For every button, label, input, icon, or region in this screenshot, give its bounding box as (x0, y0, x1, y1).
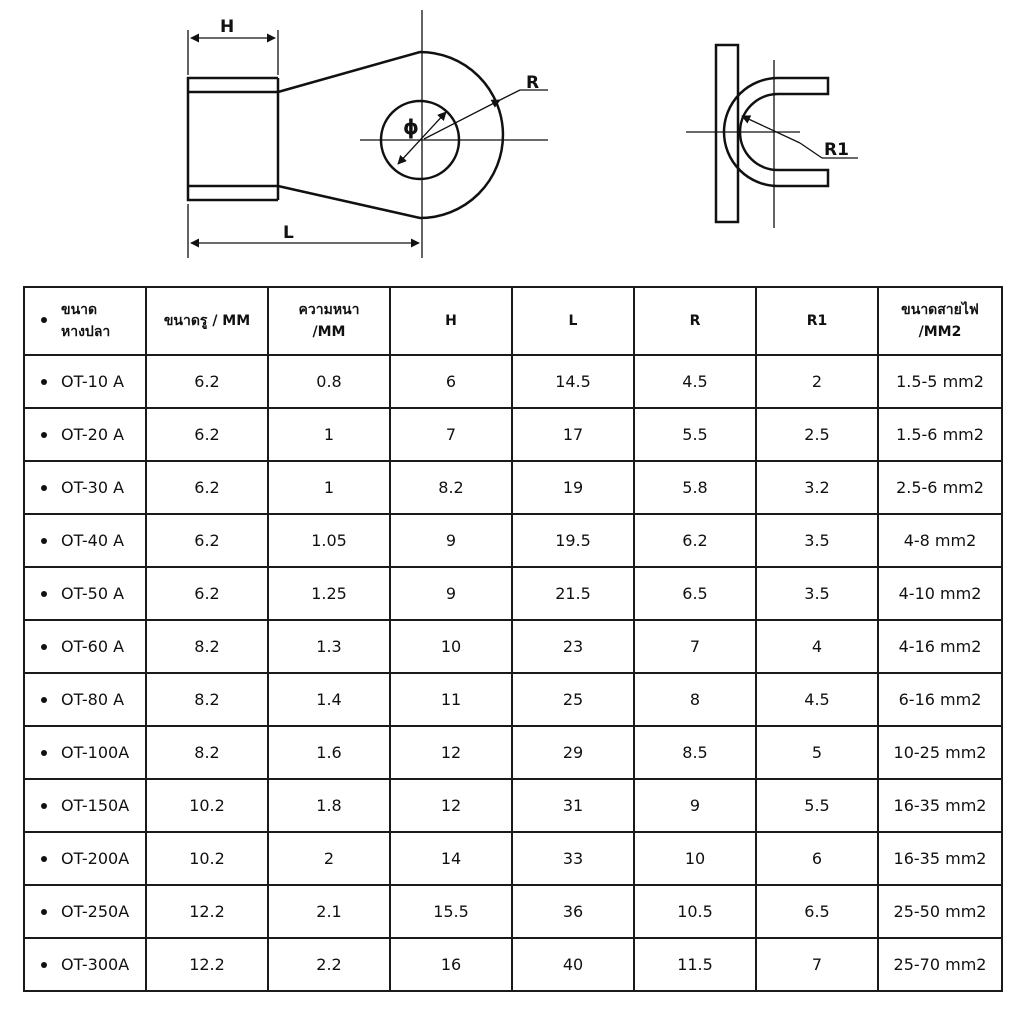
cell-r1 (756, 832, 878, 885)
cell-text: 12 (440, 743, 462, 762)
cell-h (390, 408, 512, 461)
cell-text: 19.5 (555, 531, 591, 550)
cell-text: 4-10 mm2 (898, 584, 982, 603)
cell-thickness (268, 620, 390, 673)
cell-thickness (268, 779, 390, 832)
label-phi: ϕ (403, 115, 419, 139)
cell-text: OT-10 A (61, 372, 125, 391)
cell-r (634, 408, 756, 461)
cell-l (512, 620, 634, 673)
cell-text: 1.6 (316, 743, 342, 762)
cell-r1 (756, 779, 878, 832)
cell-model (24, 567, 146, 620)
cell-h (390, 461, 512, 514)
cell-hole (146, 567, 268, 620)
cell-thickness (268, 832, 390, 885)
cell-text: 33 (562, 849, 584, 868)
terminal-side-view (716, 45, 828, 222)
cell-h (390, 514, 512, 567)
table-row (24, 832, 1002, 885)
cell-text: 1.05 (311, 531, 347, 550)
cell-text: 10 (440, 637, 462, 656)
cell-thickness (268, 673, 390, 726)
cell-text: 10.2 (189, 849, 225, 868)
cell-text: 5.5 (804, 796, 830, 815)
cell-text: 36 (562, 902, 584, 921)
cell-text: 1.4 (316, 690, 342, 709)
cell-text: 2.1 (316, 902, 342, 921)
cell-r (634, 514, 756, 567)
cell-hole (146, 938, 268, 991)
cell-text: 1.5-5 mm2 (896, 372, 984, 391)
header-row (24, 287, 1002, 355)
cell-wire (878, 673, 1002, 726)
cell-text: 5 (811, 743, 823, 762)
header-cell-size (24, 287, 146, 355)
cell-text: 21.5 (555, 584, 591, 603)
cell-wire (878, 885, 1002, 938)
cell-r1 (756, 938, 878, 991)
cell-h (390, 620, 512, 673)
cell-thickness (268, 461, 390, 514)
cell-text: 6 (445, 372, 457, 391)
cell-text: 31 (562, 796, 584, 815)
cell-l (512, 938, 634, 991)
cell-r1 (756, 408, 878, 461)
cell-text: 1.25 (311, 584, 347, 603)
cell-h (390, 567, 512, 620)
cell-text: 9 (689, 796, 701, 815)
table-row (24, 620, 1002, 673)
cell-text: 10 (684, 849, 706, 868)
header-cell-thickness: ความหนา /MM (268, 287, 390, 355)
cell-text: 12.2 (189, 955, 225, 974)
bullet-icon (41, 485, 47, 491)
table-body (24, 355, 1002, 991)
cell-hole (146, 885, 268, 938)
bullet-icon (41, 750, 47, 756)
cell-wire (878, 938, 1002, 991)
cell-text: 3.5 (804, 584, 830, 603)
cell-text: 6.2 (682, 531, 708, 550)
cell-model (24, 885, 146, 938)
cell-model (24, 779, 146, 832)
header-text: ขนาด หางปลา (61, 302, 111, 340)
cell-text: 4-16 mm2 (898, 637, 982, 656)
cell-text: 10.2 (189, 796, 225, 815)
cell-thickness (268, 726, 390, 779)
header-cell-l: L (512, 287, 634, 355)
cell-model (24, 408, 146, 461)
table-row (24, 567, 1002, 620)
cell-text: 5.5 (682, 425, 708, 444)
cell-text: 3.5 (804, 531, 830, 550)
label-h: H (220, 17, 235, 37)
bullet-icon (41, 803, 47, 809)
cell-text: 10.5 (677, 902, 713, 921)
cell-text: OT-50 A (61, 584, 125, 603)
cell-text: 8.5 (682, 743, 708, 762)
header-cell-wire: ขนาดสายไฟ /MM2 (878, 287, 1002, 355)
cell-l (512, 726, 634, 779)
cell-l (512, 832, 634, 885)
cell-l (512, 673, 634, 726)
cell-text: OT-40 A (61, 531, 125, 550)
header-cell-hole: ขนาดรู / MM (146, 287, 268, 355)
cell-text: 9 (445, 584, 457, 603)
table-row (24, 355, 1002, 408)
cell-h (390, 938, 512, 991)
cell-wire (878, 567, 1002, 620)
cell-text: 9 (445, 531, 457, 550)
table-row (24, 514, 1002, 567)
cell-text: 8 (689, 690, 701, 709)
cell-model (24, 938, 146, 991)
cell-h (390, 726, 512, 779)
cell-text: 25 (562, 690, 584, 709)
cell-hole (146, 673, 268, 726)
terminal-top-view (188, 52, 503, 218)
bullet-icon (41, 538, 47, 544)
ring-terminal-spec-table (23, 286, 1003, 992)
cell-text: 2 (811, 372, 823, 391)
header-cell-r1: R1 (756, 287, 878, 355)
cell-text: 4.5 (804, 690, 830, 709)
cell-text: 7 (811, 955, 823, 974)
cell-thickness (268, 885, 390, 938)
cell-text: 4 (811, 637, 823, 656)
cell-l (512, 514, 634, 567)
cell-text: 1.5-6 mm2 (896, 425, 984, 444)
bullet-icon (41, 962, 47, 968)
cell-model (24, 514, 146, 567)
cell-text: 14.5 (555, 372, 591, 391)
cell-text: 15.5 (433, 902, 469, 921)
cell-text: OT-60 A (61, 637, 125, 656)
cell-text: 11.5 (677, 955, 713, 974)
cell-text: 10-25 mm2 (893, 743, 987, 762)
cell-text: 8.2 (438, 478, 464, 497)
cell-text: OT-20 A (61, 425, 125, 444)
cell-hole (146, 620, 268, 673)
cell-r1 (756, 355, 878, 408)
cell-h (390, 832, 512, 885)
table-row (24, 673, 1002, 726)
cell-l (512, 408, 634, 461)
bullet-icon (41, 644, 47, 650)
cell-r1 (756, 461, 878, 514)
cell-wire (878, 779, 1002, 832)
bullet-icon (41, 591, 47, 597)
cell-text: 1 (323, 425, 335, 444)
cell-r (634, 779, 756, 832)
cell-text: 6.2 (194, 478, 220, 497)
cell-text: 1.8 (316, 796, 342, 815)
cell-thickness (268, 938, 390, 991)
cell-r1 (756, 673, 878, 726)
cell-text: 40 (562, 955, 584, 974)
header-cell-h: H (390, 287, 512, 355)
cell-model (24, 832, 146, 885)
center-lines (360, 10, 548, 258)
cell-text: 8.2 (194, 743, 220, 762)
cell-text: 8.2 (194, 690, 220, 709)
cell-r (634, 620, 756, 673)
cell-l (512, 885, 634, 938)
bullet-icon (41, 317, 47, 323)
cell-hole (146, 832, 268, 885)
table-row (24, 726, 1002, 779)
cell-text: 8.2 (194, 637, 220, 656)
cell-text: 6.2 (194, 425, 220, 444)
ring-terminal-diagram (0, 0, 1024, 270)
cell-text: 6-16 mm2 (898, 690, 982, 709)
cell-r (634, 938, 756, 991)
cell-wire (878, 514, 1002, 567)
cell-text: 17 (562, 425, 584, 444)
cell-r (634, 355, 756, 408)
cell-h (390, 885, 512, 938)
cell-h (390, 779, 512, 832)
cell-text: 6.2 (194, 531, 220, 550)
cell-text: OT-100A (61, 743, 130, 762)
cell-model (24, 620, 146, 673)
table-row (24, 408, 1002, 461)
cell-model (24, 461, 146, 514)
cell-text: 1 (323, 478, 335, 497)
cell-text: OT-30 A (61, 478, 125, 497)
cell-r (634, 726, 756, 779)
table-row (24, 938, 1002, 991)
cell-h (390, 673, 512, 726)
cell-h (390, 355, 512, 408)
cell-text: OT-200A (61, 849, 130, 868)
dimension-r (424, 90, 548, 139)
cell-text: 19 (562, 478, 584, 497)
cell-r1 (756, 620, 878, 673)
cell-text: 0.8 (316, 372, 342, 391)
cell-wire (878, 461, 1002, 514)
cell-text: 25-50 mm2 (893, 902, 987, 921)
bullet-icon (41, 697, 47, 703)
cell-text: 1.3 (316, 637, 342, 656)
label-l: L (283, 223, 294, 243)
cell-text: 2 (323, 849, 335, 868)
cell-hole (146, 726, 268, 779)
cell-thickness (268, 567, 390, 620)
cell-hole (146, 355, 268, 408)
cell-hole (146, 779, 268, 832)
cell-wire (878, 726, 1002, 779)
cell-text: 29 (562, 743, 584, 762)
cell-hole (146, 408, 268, 461)
cell-text: 16-35 mm2 (893, 849, 987, 868)
cell-l (512, 567, 634, 620)
cell-text: 5.8 (682, 478, 708, 497)
cell-text: 25-70 mm2 (893, 955, 987, 974)
label-r: R (526, 73, 540, 93)
cell-text: 4.5 (682, 372, 708, 391)
cell-r (634, 461, 756, 514)
cell-r (634, 832, 756, 885)
cell-l (512, 779, 634, 832)
cell-text: 6.5 (804, 902, 830, 921)
cell-text: OT-300A (61, 955, 130, 974)
cell-hole (146, 514, 268, 567)
cell-thickness (268, 355, 390, 408)
cell-wire (878, 620, 1002, 673)
bullet-icon (41, 379, 47, 385)
cell-text: 12 (440, 796, 462, 815)
cell-l (512, 355, 634, 408)
table-row (24, 885, 1002, 938)
cell-r1 (756, 726, 878, 779)
dimension-l (188, 204, 419, 258)
cell-wire (878, 355, 1002, 408)
header-cell-r: R (634, 287, 756, 355)
table-row (24, 779, 1002, 832)
cell-text: 16-35 mm2 (893, 796, 987, 815)
cell-text: 16 (440, 955, 462, 974)
cell-thickness (268, 408, 390, 461)
cell-text: 2.2 (316, 955, 342, 974)
bullet-icon (41, 432, 47, 438)
cell-r1 (756, 514, 878, 567)
cell-text: 6.2 (194, 584, 220, 603)
cell-text: 6.5 (682, 584, 708, 603)
cell-text: 7 (445, 425, 457, 444)
cell-text: 11 (440, 690, 462, 709)
cell-model (24, 673, 146, 726)
cell-model (24, 726, 146, 779)
cell-text: 12.2 (189, 902, 225, 921)
cell-text: 23 (562, 637, 584, 656)
cell-wire (878, 832, 1002, 885)
cell-text: 14 (440, 849, 462, 868)
cell-text: 4-8 mm2 (903, 531, 977, 550)
cell-thickness (268, 514, 390, 567)
bullet-icon (41, 909, 47, 915)
bullet-icon (41, 856, 47, 862)
cell-text: OT-80 A (61, 690, 125, 709)
cell-r (634, 673, 756, 726)
cell-text: 6 (811, 849, 823, 868)
table-row (24, 461, 1002, 514)
cell-r1 (756, 885, 878, 938)
cell-r1 (756, 567, 878, 620)
cell-text: 2.5 (804, 425, 830, 444)
cell-text: OT-250A (61, 902, 130, 921)
cell-wire (878, 408, 1002, 461)
cell-text: 6.2 (194, 372, 220, 391)
cell-hole (146, 461, 268, 514)
label-r1: R1 (824, 140, 849, 160)
cell-text: 7 (689, 637, 701, 656)
cell-l (512, 461, 634, 514)
cell-text: OT-150A (61, 796, 130, 815)
cell-text: 3.2 (804, 478, 830, 497)
cell-r (634, 885, 756, 938)
cell-r (634, 567, 756, 620)
cell-text: 2.5-6 mm2 (896, 478, 984, 497)
cell-model (24, 355, 146, 408)
